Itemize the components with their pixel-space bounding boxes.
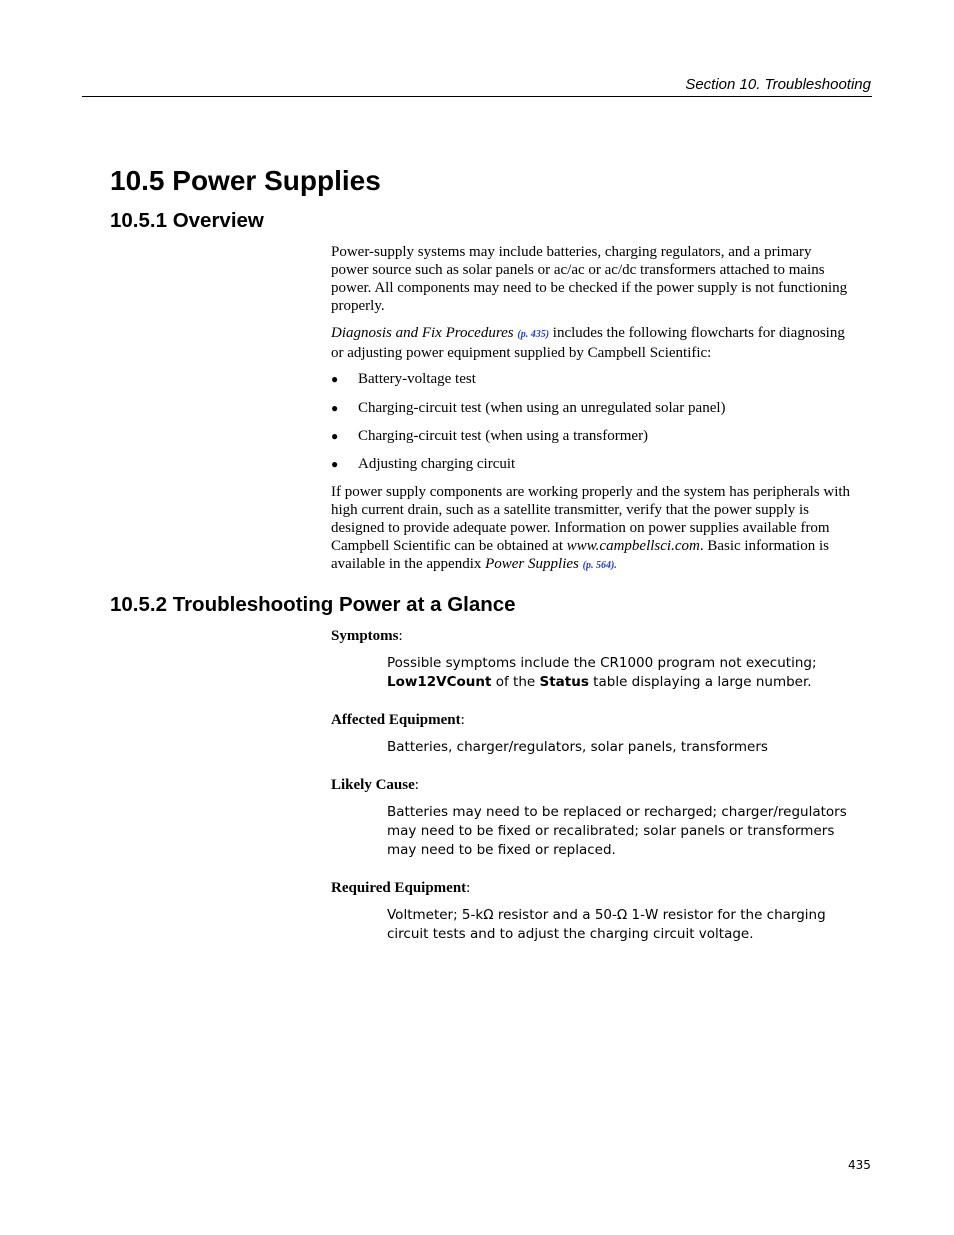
list-item: ● Charging-circuit test (when using a transformer): [331, 428, 649, 444]
symptoms-text: Possible symptoms include the CR1000 program not executing; Low12VCount of the Status table displaying a large number.: [387, 655, 817, 690]
bullet-icon: ●: [331, 429, 339, 443]
likely-cause-label: Likely Cause:: [331, 777, 419, 793]
diagnosis-link[interactable]: Diagnosis and Fix Procedures: [331, 325, 514, 341]
bullet-icon: ●: [331, 401, 339, 415]
power-supplies-link[interactable]: Power Supplies: [485, 556, 579, 572]
affected-equipment-text: Batteries, charger/regulators, solar panels, transformers: [387, 739, 768, 755]
running-header: Section 10. Troubleshooting: [685, 76, 871, 93]
required-equipment-label: Required Equipment:: [331, 880, 471, 896]
page-ref-564[interactable]: (p. 564): [582, 560, 615, 571]
campbellsci-url[interactable]: www.campbellsci.com: [566, 538, 700, 554]
overview-heading: 10.5.1 Overview: [110, 209, 264, 232]
overview-paragraph-1: Power-supply systems may include batteries, charging regulators, and a primary power source such as solar panels or ac/ac or ac/dc transformers attached to mains power. All components may need to be checked if the power supply is not functioning properly.: [331, 244, 848, 314]
bullet-icon: ●: [331, 372, 339, 386]
affected-equipment-label: Affected Equipment:: [331, 712, 465, 728]
overview-paragraph-3: If power supply components are working properly and the system has peripherals with high current drain, such as a satellite transmitter, verify that the power supply is designed to provide adequate power. Information on power supplies available from Campbell Scientific can be obtained at www.campbellsci.com. Basic information is available in the appendix Power Supplies (p. 564).: [331, 484, 851, 572]
header-rule: [82, 96, 872, 97]
page-title: 10.5 Power Supplies: [110, 165, 381, 196]
bullet-icon: ●: [331, 457, 339, 471]
overview-paragraph-2-text: includes the following flowcharts for diagnosing or adjusting power equipment supplied by Campbell Scientific:: [331, 325, 845, 361]
list-item: ● Charging-circuit test (when using an unregulated solar panel): [331, 400, 726, 416]
page-number: 435: [848, 1158, 871, 1172]
glance-heading: 10.5.2 Troubleshooting Power at a Glance: [110, 593, 516, 616]
list-item: ● Battery-voltage test: [331, 371, 476, 387]
page-ref-435[interactable]: (p. 435): [517, 329, 550, 340]
list-item: ● Adjusting charging circuit: [331, 456, 516, 472]
symptoms-label: Symptoms:: [331, 628, 403, 644]
likely-cause-text: Batteries may need to be replaced or recharged; charger/regulators may need to be fixed or recalibrated; solar panels or transformers may need to be fixed or replaced.: [387, 804, 847, 858]
required-equipment-text: Voltmeter; 5-kΩ resistor and a 50-Ω 1-W resistor for the charging circuit tests and to adjust the charging circuit voltage.: [387, 907, 826, 942]
overview-paragraph-2: [331, 324, 851, 362]
